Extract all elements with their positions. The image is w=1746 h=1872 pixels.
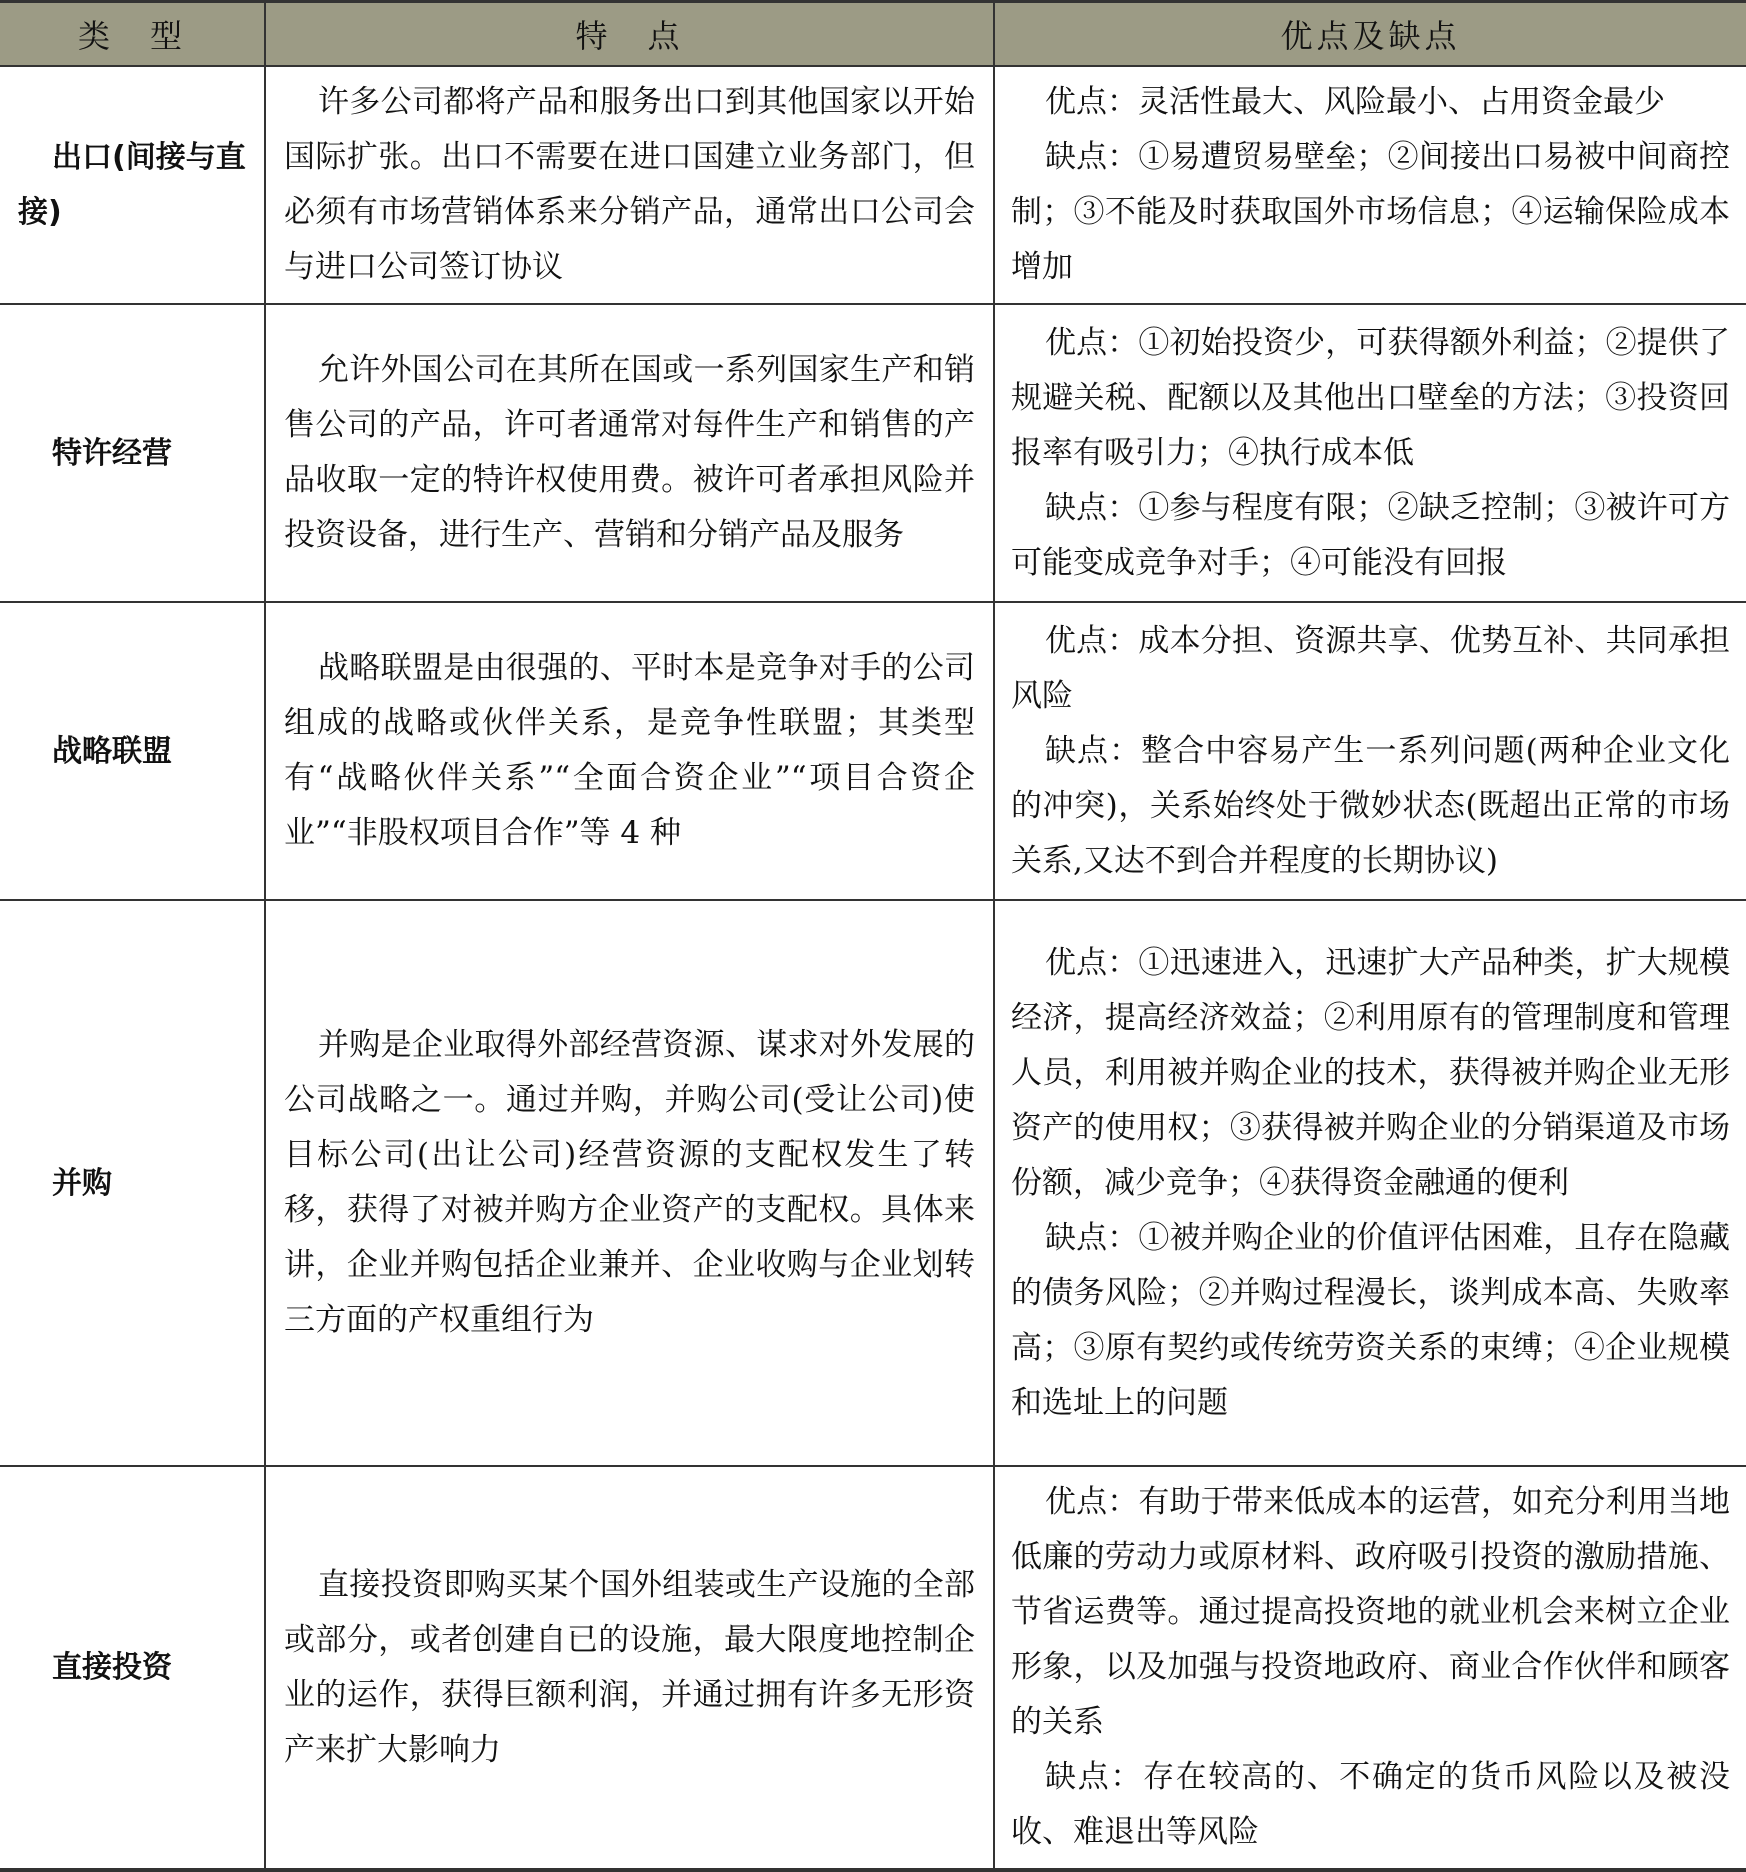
row-pros-text: 优点：有助于带来低成本的运营，如充分利用当地低廉的劳动力或原材料、政府吸引投资的激励措施、节省运费等。通过提高投资地的就业机会来树立企业形象，以及加强与投资地政府、商业合作伙伴和顾客的关系: [1011, 1484, 1730, 1740]
row-cons-text: 缺点：①参与程度有限；②缺乏控制；③被许可方可能变成竞争对手；④可能没有回报: [1011, 489, 1730, 581]
table-row: [0, 602, 1746, 900]
row-feature-cell: [265, 304, 994, 602]
table-row: [0, 66, 1746, 304]
header-type: 类 型: [0, 2, 265, 67]
row-cons-text: 缺点：①易遭贸易壁垒；②间接出口易被中间商控制；③不能及时获取国外市场信息；④运输保险成本增加: [1011, 139, 1730, 285]
row-pros-cons-cell: [994, 1466, 1746, 1870]
row-pros-text: 优点：成本分担、资源共享、优势互补、共同承担风险: [1011, 622, 1730, 714]
row-pros-cons-cell: [994, 602, 1746, 900]
header-pros-cons: 优点及缺点: [994, 2, 1746, 67]
row-type-cell: [0, 304, 265, 602]
row-pros-cons-cell: [994, 304, 1746, 602]
table-row: [0, 900, 1746, 1466]
row-type-label: 战略联盟: [52, 733, 172, 769]
row-feature-text: 战略联盟是由很强的、平时本是竞争对手的公司组成的战略或伙伴关系，是竞争性联盟；其类型有“战略伙伴关系”“全面合资企业”“项目合资企业”“非股权项目合作”等 4 种: [284, 650, 975, 851]
header-row: [0, 2, 1746, 67]
row-pros-text: 优点：①初始投资少，可获得额外利益；②提供了规避关税、配额以及其他出口壁垒的方法；③投资回报率有吸引力；④执行成本低: [1011, 324, 1730, 471]
row-feature-cell: [265, 66, 994, 304]
row-type-cell: [0, 66, 265, 304]
row-cons-text: 缺点：存在较高的、不确定的货币风险以及被没收、难退出等风险: [1011, 1759, 1730, 1850]
row-type-label: 直接投资: [52, 1650, 172, 1685]
row-feature-cell: [265, 1466, 994, 1870]
row-pros-text: 优点：①迅速进入，迅速扩大产品种类，扩大规模经济，提高经济效益；②利用原有的管理制度和管理人员，利用被并购企业的技术，获得被并购企业无形资产的使用权；③获得被并购企业的分销渠道及市场份额，减少竞争；④获得资金融通的便利: [1011, 944, 1730, 1201]
row-feature-text: 并购是企业取得外部经营资源、谋求对外发展的公司战略之一。通过并购，并购公司(受让公司)使目标公司(出让公司)经营资源的支配权发生了转移，获得了对被并购方企业资产的支配权。具体来讲，企业并购包括企业兼并、企业收购与企业划转三方面的产权重组行为: [284, 1027, 975, 1338]
header-feature: 特 点: [265, 2, 994, 67]
row-feature-text: 许多公司都将产品和服务出口到其他国家以开始国际扩张。出口不需要在进口国建立业务部门，但必须有市场营销体系来分销产品，通常出口公司会与进口公司签订协议: [284, 84, 975, 285]
row-type-cell: [0, 1466, 265, 1870]
row-feature-text: 直接投资即购买某个国外组装或生产设施的全部或部分，或者创建自已的设施，最大限度地控制企业的运作，获得巨额利润，并通过拥有许多无形资产来扩大影响力: [284, 1566, 975, 1768]
row-type-label: 特许经营: [52, 435, 172, 471]
row-type-cell: [0, 900, 265, 1466]
row-feature-cell: [265, 900, 994, 1466]
row-pros-text: 优点：灵活性最大、风险最小、占用资金最少: [1045, 84, 1665, 120]
row-type-cell: [0, 602, 265, 900]
row-type-label: 出口(间接与直接): [18, 140, 246, 230]
row-cons-text: 缺点：①被并购企业的价值评估困难，且存在隐藏的债务风险；②并购过程漫长，谈判成本高、失败率高；③原有契约或传统劳资关系的束缚；④企业规模和选址上的问题: [1011, 1219, 1730, 1421]
table-row: [0, 304, 1746, 602]
row-cons-text: 缺点：整合中容易产生一系列问题(两种企业文化的冲突)，关系始终处于微妙状态(既超出正常的市场关系,又达不到合并程度的长期协议): [1011, 732, 1730, 879]
row-feature-text: 允许外国公司在其所在国或一系列国家生产和销售公司的产品，许可者通常对每件生产和销售的产品收取一定的特许权使用费。被许可者承担风险并投资设备，进行生产、营销和分销产品及服务: [284, 352, 975, 553]
row-type-label: 并购: [52, 1165, 112, 1201]
row-pros-cons-cell: [994, 900, 1746, 1466]
table-row: [0, 1466, 1746, 1870]
row-pros-cons-cell: [994, 66, 1746, 304]
row-feature-cell: [265, 602, 994, 900]
